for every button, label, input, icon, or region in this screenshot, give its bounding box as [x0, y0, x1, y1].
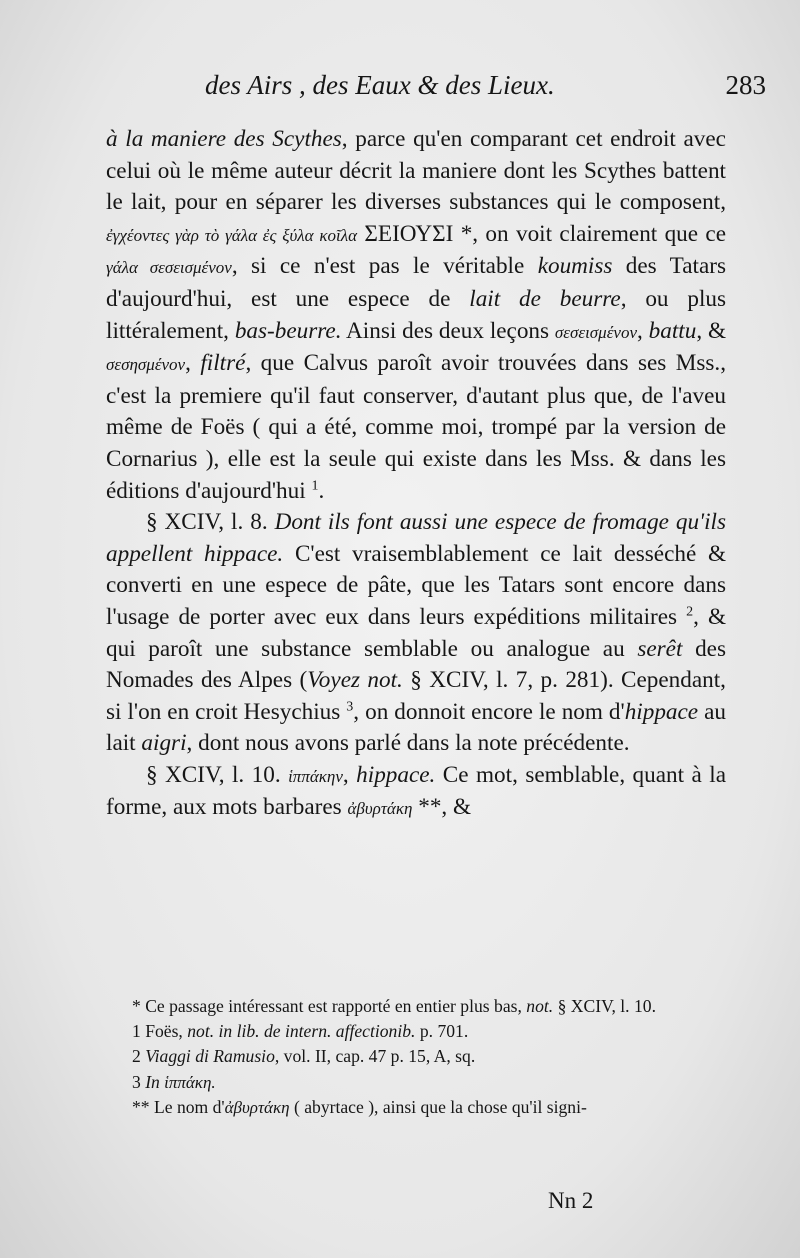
footnote-2 — [106, 1019, 726, 1044]
page-number: 283 — [725, 70, 766, 100]
footnote-ref: 1 — [311, 477, 319, 493]
greek-text: ἐγχέοντες γὰρ τὸ γάλα ἐς ξύλα κοῖλα — [106, 225, 358, 245]
text-run: , vol. II, cap. 47 p. 15, A, sq. — [274, 1046, 476, 1067]
text-run: , que Calvus paroît avoir trouvées dans ses Mss., c'est la premiere qu'il faut conserver, d'autant plus que, de l'aveu même de Foës ( qui a été, comme moi, trompé par la version de Cornarius ), elle est la seule qui existe dans les Mss. & dans les éditions d'aujourd'hui — [106, 350, 726, 504]
main-text — [106, 124, 726, 825]
footnote-mark: 1 — [132, 1021, 141, 1042]
text-run: , si ce n'est pas le véritable — [231, 253, 538, 280]
text-run: hippace — [624, 698, 699, 725]
signature-mark: Nn 2 — [548, 1188, 594, 1213]
greek-caps: ΣΕΙΟΥΣΙ — [364, 220, 454, 247]
text-run: Le nom d' — [149, 1096, 225, 1117]
text-run: , — [185, 350, 201, 377]
section-ref: § XCIV, l. 10. — [146, 761, 289, 788]
text-run: *, on voit clairement que ce — [453, 220, 727, 247]
text-run: filtré — [200, 350, 246, 377]
text-run: § XCIV, l. 7, p. 281). Cependant, si l'on en croit Hesychius — [106, 667, 726, 725]
text-run: , — [637, 317, 649, 344]
text-run: bas-beurre. — [234, 317, 342, 344]
text-run: koumiss — [537, 253, 613, 280]
paragraph-2 — [106, 507, 726, 760]
text-run: ( abyrtace ), ainsi que la chose qu'il signi- — [289, 1096, 587, 1117]
text-run: , ou plus littéralement, — [106, 285, 727, 344]
text-run: p. 701. — [415, 1021, 469, 1042]
text-run: not. in lib. de intern. affectionib. — [187, 1021, 416, 1042]
footnote-4 — [106, 1070, 726, 1095]
text-run: , & qui paroît une substance semblable ou analogue au — [106, 603, 726, 662]
text-run: des Nomades des Alpes ( — [106, 635, 726, 694]
text-run: § XCIV, l. 10. — [553, 996, 656, 1016]
text-run: lait de beurre — [469, 285, 621, 312]
text-run: **, & — [412, 794, 472, 821]
paragraph-1 — [106, 124, 726, 507]
footnote-ref: 3 — [346, 698, 354, 714]
text-run: battu — [648, 317, 697, 344]
footnote-3 — [106, 1044, 726, 1069]
text-run: Foës, — [140, 1021, 188, 1042]
text-run: , parce qu'en comparant cet endroit avec celui où le même auteur décrit la maniere dont les Scythes battent le lait, pour en séparer les diverses substances qui le composent, — [106, 126, 726, 216]
greek-text: σεσησμένον — [106, 355, 186, 375]
running-head: des Airs , des Eaux & des Lieux. — [205, 70, 555, 100]
footnote-mark: ** — [132, 1096, 150, 1117]
text-run: au lait — [106, 698, 727, 757]
section-ref: § XCIV, l. 8. — [146, 509, 275, 536]
footnote-mark: * — [132, 996, 141, 1016]
greek-text: σεσεισμένον — [554, 322, 638, 342]
text-run: hippace. — [356, 761, 436, 788]
paragraph-3 — [106, 760, 726, 825]
text-run: C'est vraisemblablement ce lait desséché & converti en une espece de pâte, que les Tatars sont encore dans l'usage de porter avec eux dans leurs expéditions militaires — [106, 540, 727, 630]
text-run: , — [342, 761, 357, 788]
text-run: serêt — [637, 635, 683, 662]
footnote-ref: 2 — [686, 604, 694, 620]
text-run: Viaggi di Ramusio — [145, 1046, 275, 1067]
greek-text: ἀβυρτάκη — [347, 799, 413, 819]
text-run: , dont nous avons parlé dans la note précédente. — [186, 730, 630, 757]
greek-text: ἱππάκη. — [159, 1072, 216, 1092]
text-run: not. — [526, 996, 554, 1016]
quoted-lemma: Dont ils font aussi une espece de fromage qu'ils appellent hippace. — [106, 509, 726, 567]
text-run: Ce mot, semblable, quant à la forme, aux mots barbares — [106, 761, 726, 821]
text-run: In — [145, 1071, 160, 1092]
footnote-mark: 3 — [132, 1071, 141, 1092]
text-run: Voyez not. — [307, 667, 403, 694]
page-header — [205, 70, 766, 110]
greek-text: ἱππάκην — [288, 766, 343, 786]
footnotes — [106, 994, 726, 1120]
greek-text: ἀβυρτάκη — [224, 1097, 290, 1117]
text-run: Ce passage intéressant est rapporté en entier plus bas, — [140, 996, 527, 1016]
text-run: Ainsi des deux leçons — [341, 317, 555, 344]
text-run: aigri — [141, 730, 187, 757]
text-run: , on donnoit encore le nom d' — [353, 698, 625, 725]
footnote-5 — [106, 1095, 726, 1120]
text-run: à la maniere des Scythes — [106, 126, 342, 152]
text-run: , & — [696, 317, 727, 344]
footnote-mark: 2 — [132, 1046, 141, 1067]
footnote-1 — [106, 994, 726, 1019]
text-run: . — [318, 477, 325, 504]
text-run: des Tatars d'aujourd'hui, est une espece de — [106, 253, 726, 312]
greek-text: γάλα σεσεισμένον — [106, 258, 232, 278]
